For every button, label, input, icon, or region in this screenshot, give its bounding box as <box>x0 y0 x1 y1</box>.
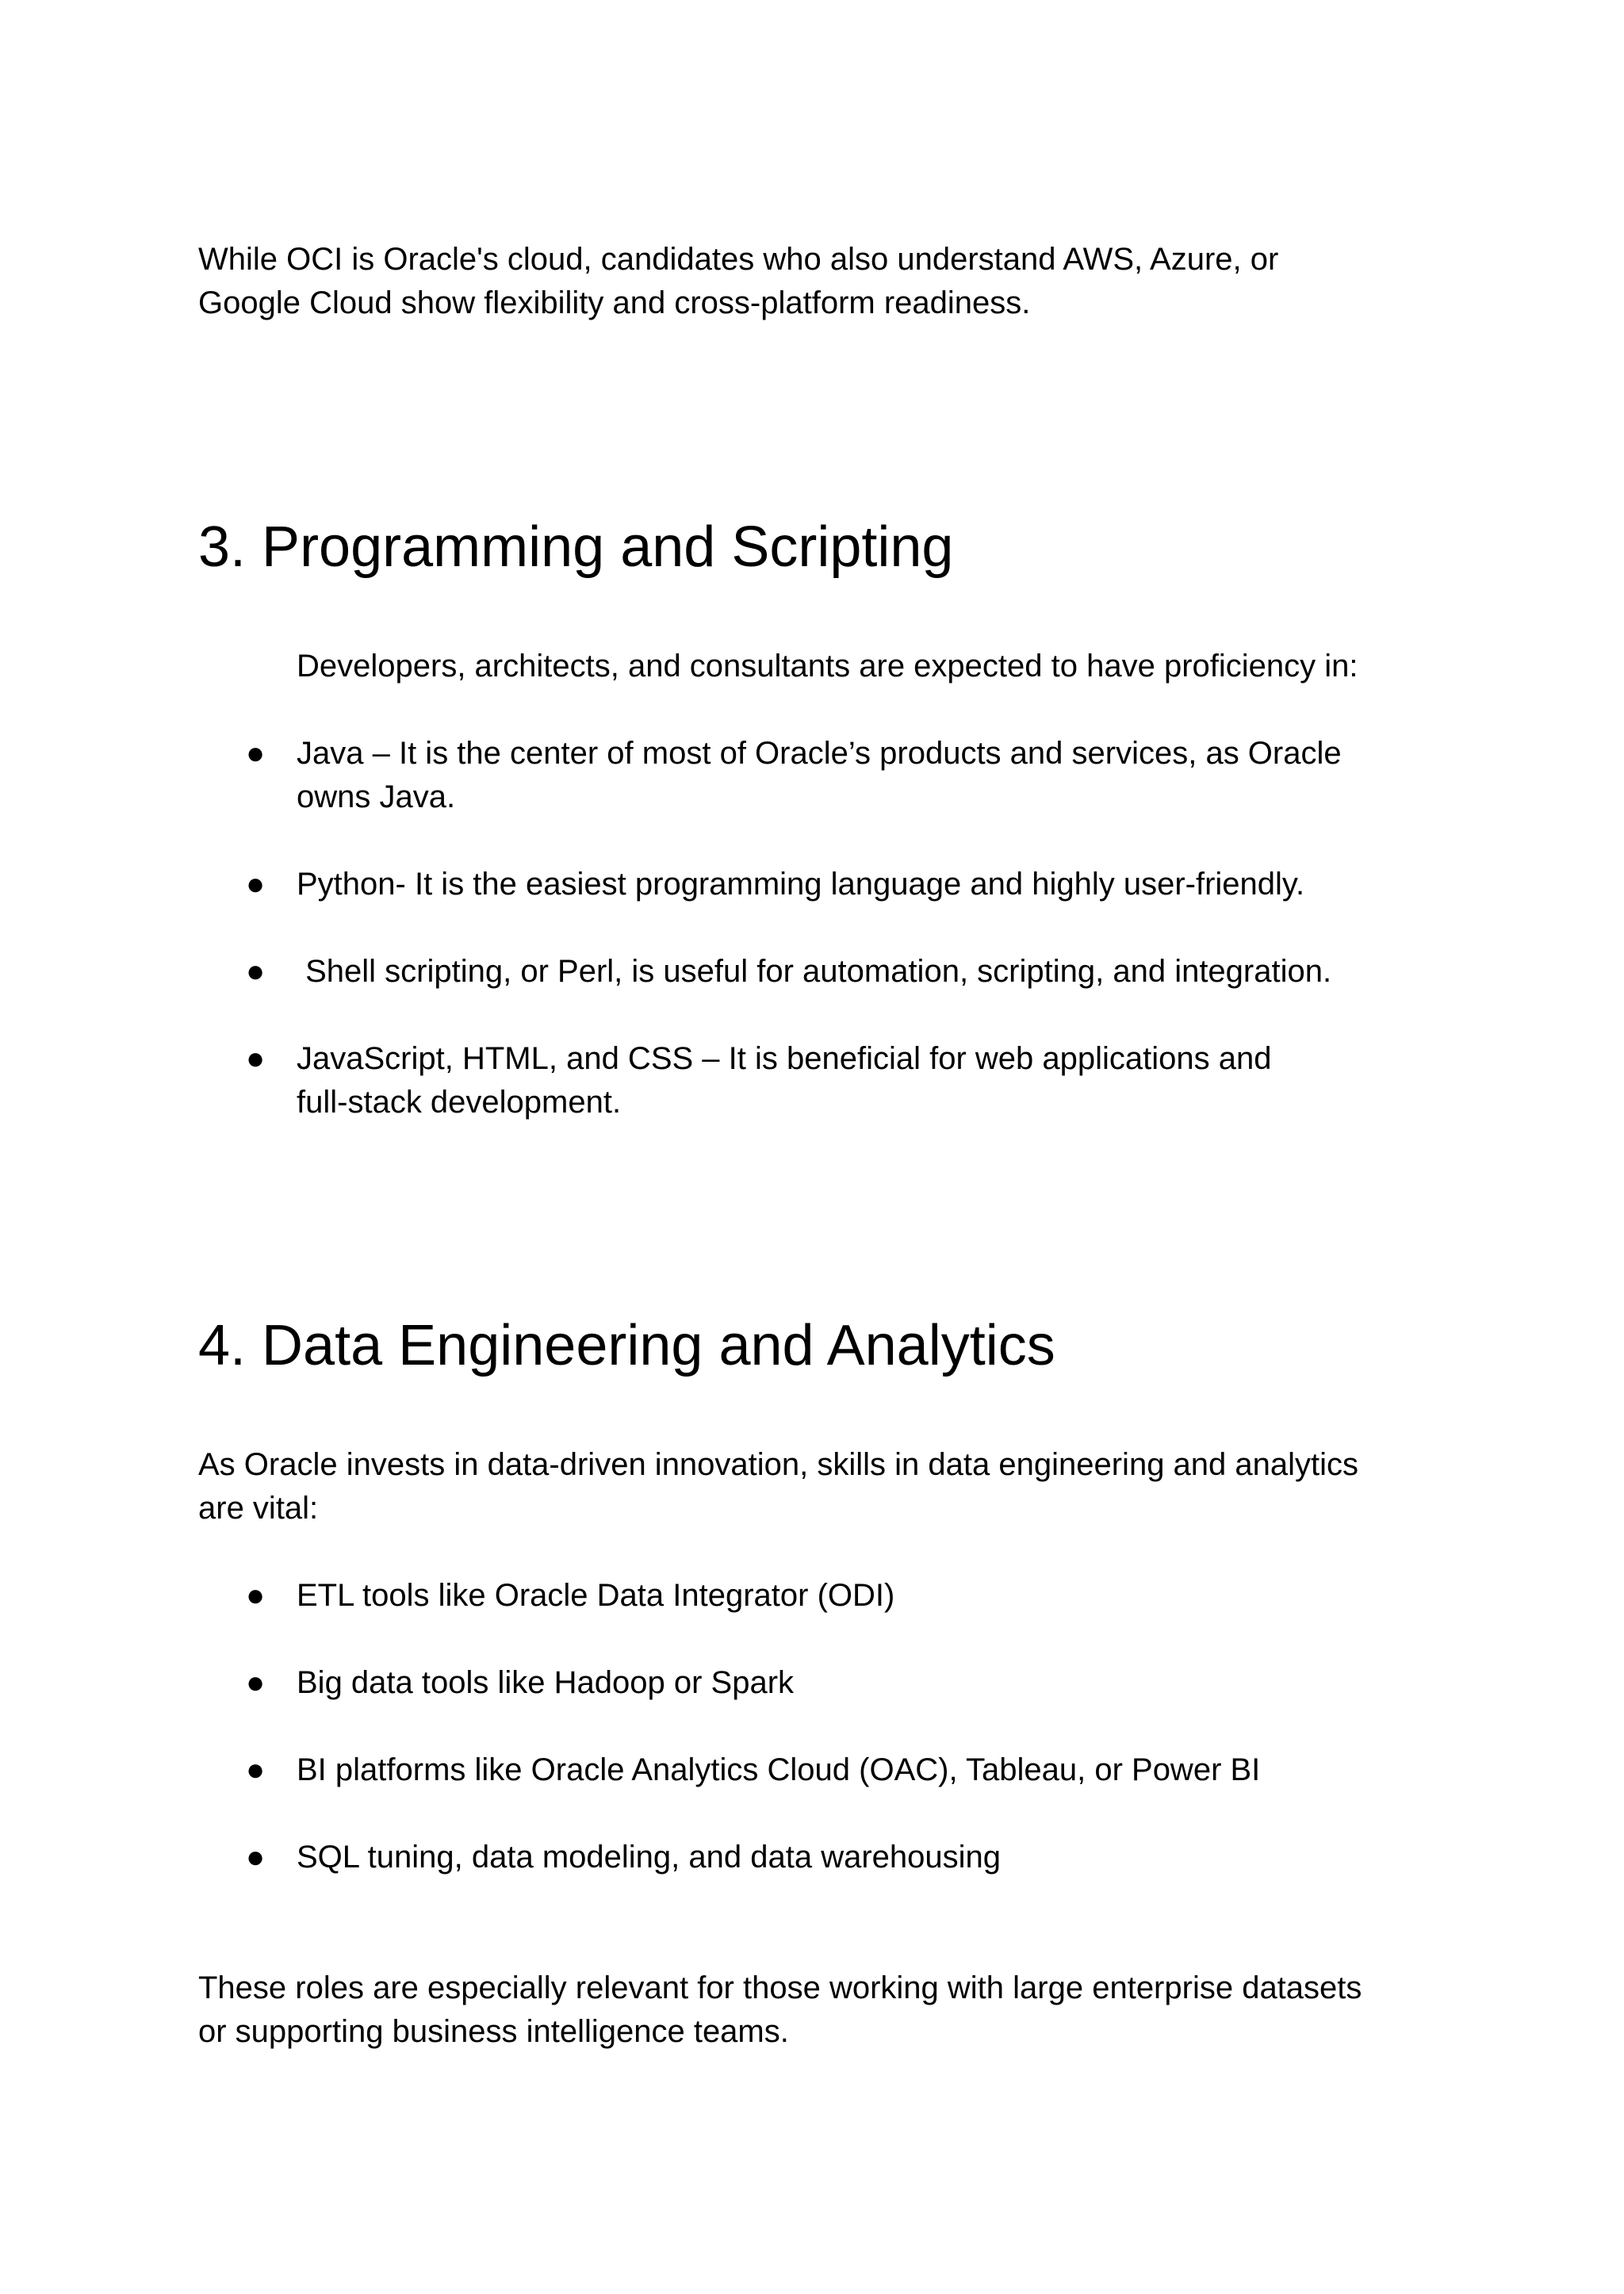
list-item-text <box>297 1037 1423 1124</box>
section-4-intro <box>198 1443 1435 1530</box>
intro-paragraph <box>198 238 1435 325</box>
section-4-intro-line-1: As Oracle invests in data-driven innovation, skills in data engineering and analytics <box>198 1447 1359 1482</box>
intro-line-1: While OCI is Oracle's cloud, candidates who also understand AWS, Azure, or <box>198 242 1279 277</box>
bullet-icon: ● <box>246 1041 266 1076</box>
closing-line-2: or supporting business intelligence teams. <box>198 2014 789 2049</box>
bullet-icon: ● <box>246 1578 266 1613</box>
section-4-intro-line-2: are vital: <box>198 1491 319 1526</box>
list-item-text: Shell scripting, or Perl, is useful for automation, scripting, and integration. <box>297 954 1332 989</box>
list-item-text: Big data tools like Hadoop or Spark <box>297 1665 795 1700</box>
list-item-line-1: JavaScript, HTML, and CSS – It is beneficial for web applications and <box>297 1041 1272 1076</box>
list-item-text: SQL tuning, data modeling, and data warehousing <box>297 1840 1002 1875</box>
section-4-heading: 4. Data Engineering and Analytics <box>198 1314 1055 1377</box>
list-item-text: BI platforms like Oracle Analytics Cloud (OAC), Tableau, or Power BI <box>297 1752 1261 1787</box>
list-item-line-2: full-stack development. <box>297 1085 622 1120</box>
bullet-icon: ● <box>246 1665 266 1700</box>
section-3-intro: Developers, architects, and consultants are expected to have proficiency in: <box>297 649 1358 684</box>
list-item-line-1: Java – It is the center of most of Oracle’s products and services, as Oracle <box>297 736 1342 771</box>
bullet-icon: ● <box>246 1840 266 1875</box>
bullet-icon: ● <box>246 1752 266 1787</box>
list-item-text: Python- It is the easiest programming language and highly user-friendly. <box>297 867 1305 902</box>
bullet-icon: ● <box>246 736 266 771</box>
closing-paragraph <box>198 1967 1435 2054</box>
list-item-text <box>297 732 1423 819</box>
intro-line-2: Google Cloud show flexibility and cross-platform readiness. <box>198 285 1031 320</box>
bullet-icon: ● <box>246 867 266 902</box>
list-item-text: ETL tools like Oracle Data Integrator (ODI) <box>297 1578 895 1613</box>
section-3-heading: 3. Programming and Scripting <box>198 515 954 579</box>
closing-line-1: These roles are especially relevant for those working with large enterprise datasets <box>198 1970 1362 2005</box>
bullet-icon: ● <box>246 954 266 989</box>
list-item-line-2: owns Java. <box>297 779 456 814</box>
